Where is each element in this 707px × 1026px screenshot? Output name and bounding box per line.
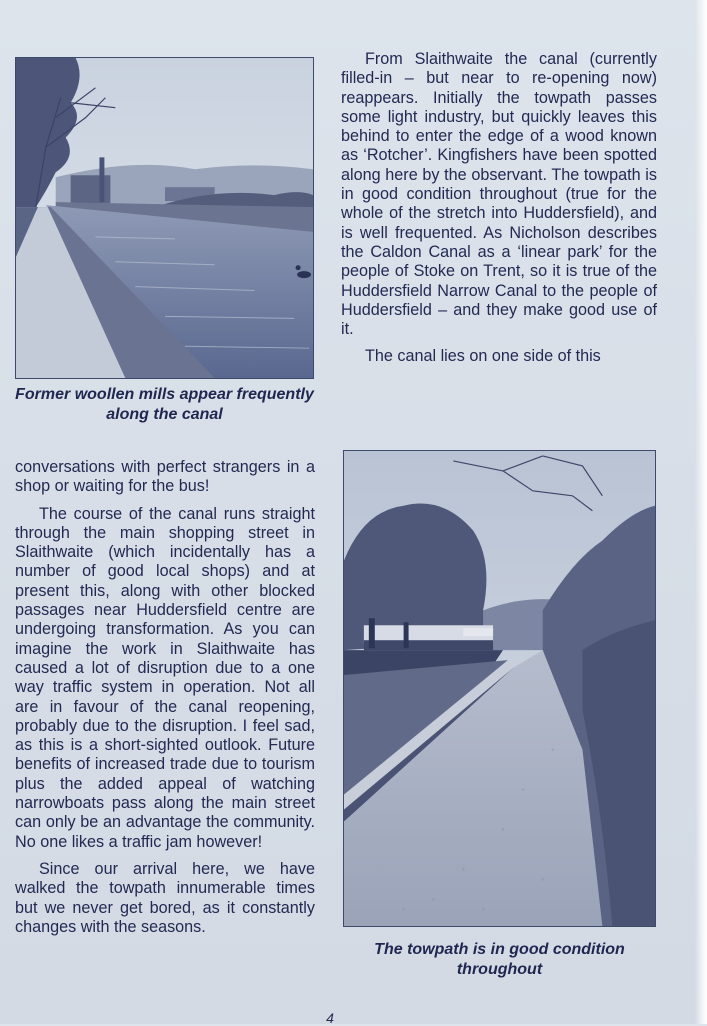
article-paragraph: The course of the canal runs straight through the main shopping street in Slaithwaite (which incidentally has a number of good local shops) and at present this, along with other blocked passages near Huddersfield centre are undergoing transformation. As you can imagine the work in Slaithwaite has caused a lot of disruption due to a one way traffic system in operation. Not all are in favour of the canal reopening, probably due to the disruption. I feel sad, as this is a short-sighted outlook. Future benefits of increased trade due to tourism plus the added appeal of watching narrowboats pass along the main street can only be an advantage the community. No one likes a traffic jam however!	[15, 504, 315, 851]
article-column-left	[15, 458, 315, 937]
article-paragraph: Since our arrival here, we have walked the towpath innumerable times but we never get bored, as it constantly changes with the seasons.	[15, 859, 315, 936]
article-column-right	[341, 50, 657, 367]
article-paragraph: From Slaithwaite the canal (currently filled-in – but near to re-opening now) reappears. Initially the towpath passes some light industry, but quickly leaves this behind to enter the edge of a wood known as ‘Rotcher’. Kingfishers have been spotted along here by the observant. The towpath is in good condition throughout (true for the whole of the stretch into Huddersfield), and is well frequented. As Nicholson describes the Caldon Canal as a ‘linear park’ for the people of Stoke on Trent, so it is true of the Huddersfield Narrow Canal to the people of Huddersfield – and they make good use of it.	[341, 50, 657, 339]
page-edge	[695, 0, 707, 1024]
photo-caption: Former woollen mills appear frequently along the canal	[15, 386, 314, 423]
page-number: 4	[326, 1010, 334, 1026]
towpath-photo	[343, 450, 656, 927]
article-paragraph: The canal lies on one side of this	[365, 347, 601, 366]
canal-mill-photo	[15, 57, 314, 379]
photo-caption: The towpath is in good condition throughout	[374, 941, 625, 978]
article-paragraph: conversations with perfect strangers in a shop or waiting for the bus!	[15, 458, 315, 496]
